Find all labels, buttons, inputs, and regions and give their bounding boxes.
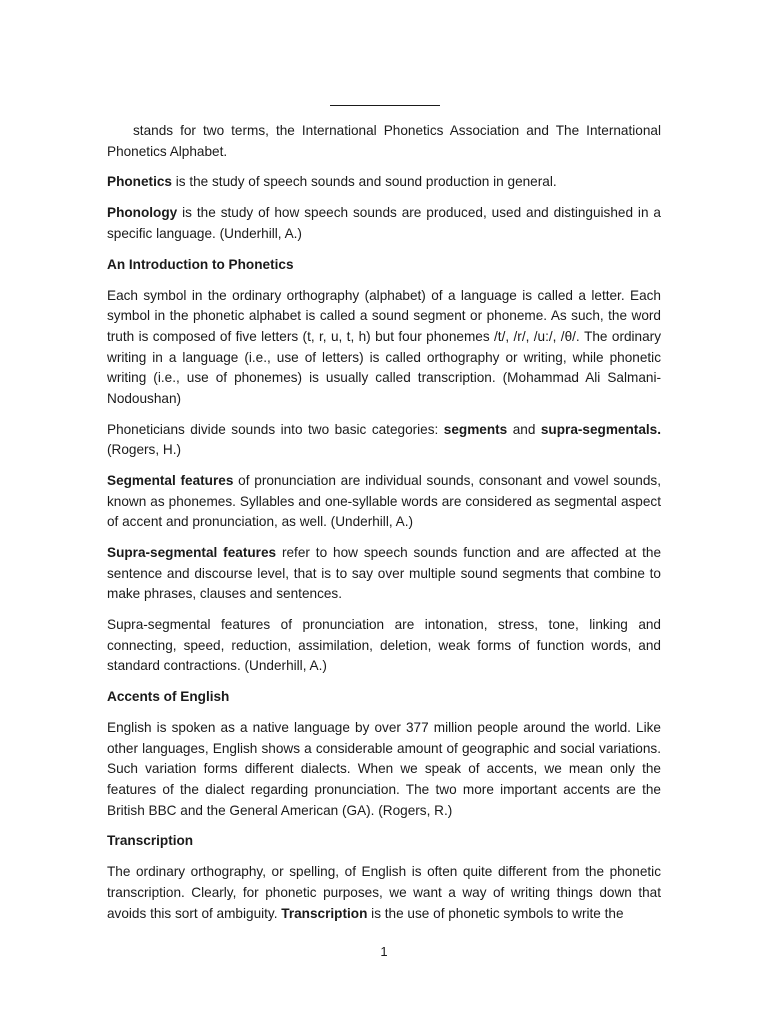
paragraph-phonology-text: is the study of how speech sounds are produced, used and distinguished in a specific language. (Underhill, A.) [107,205,661,241]
paragraph-supra-segmental-text: refer to how speech sounds function and are affected at the sentence and discourse level, that is to say over multiple sound segments that combine to make phrases, clauses and sentences. [107,545,662,602]
paragraph-segmental-text: of pronunciation are individual sounds, consonant and vowel sounds, known as phonemes. Syllables and one-syllable words are considered as segmental aspect of accent and pronunciation, as well. (Underhill, A.) [107,473,661,530]
paragraph-segmental [107,471,661,533]
paragraph-ipa-text: stands for two terms, the International Phonetics Association and The International Phonetics Alphabet. [107,123,661,159]
paragraph-transcription [107,862,661,924]
heading-transcription: Transcription [107,833,194,849]
term-supra-segmental-features: Supra-segmental features [107,545,277,561]
paragraph-accents: English is spoken as a native language by over 377 million people around the world. Like other languages, English shows a considerable amount of geographic and social variations. Such variation forms different dialects. When we speak of accents, we mean only the features of the dialect regarding pronunciation. The two more important accents are the British BBC and the General American (GA). (Rogers, R.) [107,720,661,818]
term-transcription: Transcription [281,905,368,921]
paragraph-phonetics-text: is the study of speech sounds and sound production in general. [171,174,557,190]
term-segmental-features: Segmental features [107,473,234,489]
document-body [107,121,661,934]
paragraph-transcription-text-1: The ordinary orthography, or spelling, of English is often quite different from the phonetic transcription. Clearly, for phonetic purposes, we want a way of writing things down that avoids this sort of ambiguity. [107,864,661,921]
header-rule [330,105,440,106]
paragraph-supra-segmental [107,543,661,605]
paragraph-phonology [107,203,661,244]
paragraph-categories-text-2: and [507,421,541,437]
paragraph-categories-text-1: Phoneticians divide sounds into two basic categories: [107,421,444,437]
term-supra-segmentals: supra-segmentals. [540,421,661,437]
paragraph-categories [107,420,661,461]
heading-intro-phonetics: An Introduction to Phonetics [107,256,294,272]
term-phonetics: Phonetics [107,174,172,190]
term-phonology: Phonology [107,205,178,221]
term-segments: segments [443,421,508,437]
paragraph-phonetics [107,172,661,193]
heading-accents: Accents of English [107,689,230,705]
page-number: 1 [380,944,388,959]
paragraph-supra-list: Supra-segmental features of pronunciation are intonation, stress, tone, linking and connecting, speed, reduction, assimilation, deletion, weak forms of function words, and standard contractions. (Underhill, A.) [107,617,661,674]
paragraph-categories-text-3: (Rogers, H.) [107,442,182,458]
paragraph-ipa [107,121,661,162]
paragraph-symbols: Each symbol in the ordinary orthography (alphabet) of a language is called a letter. Each symbol in the phonetic alphabet is called a sound segment or phoneme. As such, the word truth is composed of five letters (t, r, u, t, h) but four phonemes /t/, /r/, /u:/, /θ/. The ordinary writing in a language (i.e., use of letters) is called orthography or writing, while phonetic writing (i.e., use of phonemes) is usually called transcription. (Mohammad Ali Salmani-Nodoushan) [107,287,661,406]
paragraph-transcription-text-2: is the use of phonetic symbols to write the [367,905,624,921]
